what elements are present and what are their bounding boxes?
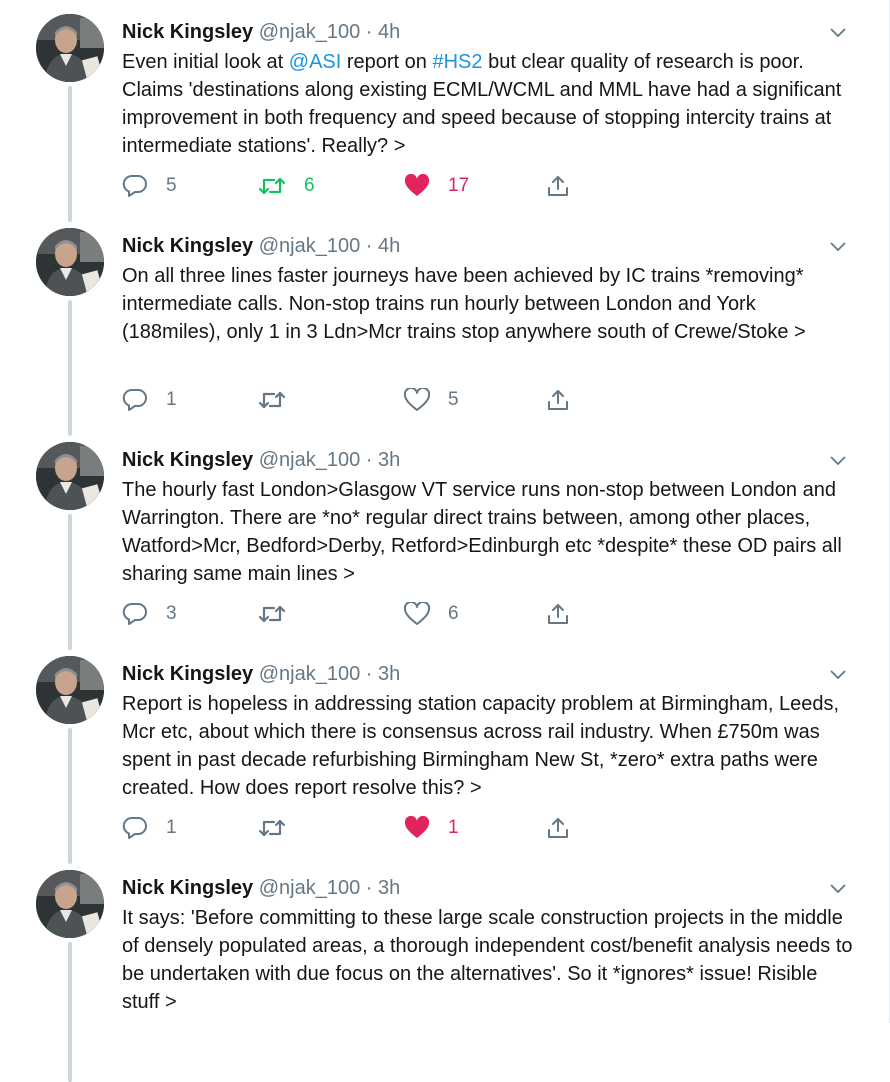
reply-count: 3 [166,603,177,624]
hashtag-link[interactable]: #HS2 [432,51,483,73]
tweet-text: It says: 'Before committing to these large scale construction projects in the middle of densely populated areas, a thorough independent cost/benefit analysis needs to be undertaken with due focus on the alternatives'. So it *ignores* issue! Risible stuff > [122,907,853,1013]
share-icon [546,602,570,626]
reply-count: 1 [166,817,177,838]
share-button[interactable] [546,172,570,200]
like-icon [404,602,430,626]
tweet-header [122,19,849,45]
thread-connector-line [68,728,72,864]
retweet-button[interactable] [258,172,315,200]
tweet[interactable] [0,856,889,1070]
tweet-header [122,875,849,901]
timestamp[interactable]: 3h [378,449,401,471]
like-count: 1 [448,817,459,838]
timestamp[interactable]: 3h [378,663,401,685]
reply-icon [122,388,148,412]
thread-connector-line [68,514,72,650]
author-name[interactable]: Nick Kingsley [122,877,254,899]
timestamp[interactable]: 4h [378,21,401,43]
separator: · [365,877,373,899]
caret-down-icon[interactable] [829,882,847,896]
retweet-button[interactable] [258,814,304,842]
retweet-icon [258,175,286,197]
separator: · [365,21,373,43]
text-segment: report on [341,51,433,73]
share-button[interactable] [546,814,570,842]
retweet-button[interactable] [258,386,304,414]
caret-down-icon[interactable] [829,668,847,682]
author-name[interactable]: Nick Kingsley [122,21,254,43]
author-name[interactable]: Nick Kingsley [122,663,254,685]
reply-button[interactable] [122,600,177,628]
reply-button[interactable] [122,814,177,842]
separator: · [365,449,373,471]
like-count: 17 [448,175,470,196]
author-handle[interactable]: @njak_100 [258,663,361,685]
author-handle[interactable]: @njak_100 [258,449,361,471]
reply-icon [122,816,148,840]
tweet-header [122,233,849,259]
reply-count: 1 [166,389,177,410]
tweet[interactable] [0,428,889,642]
tweet-text: On all three lines faster journeys have been achieved by IC trains *removing* intermediate calls. Non-stop trains run hourly between London and York (188miles), only 1 in 3 Ldn>Mcr trains stop anywhere south of Crewe/Stoke > [122,265,806,343]
reply-icon [122,174,148,198]
tweet-actions [122,172,582,200]
text-segment: Even initial look at [122,51,289,73]
tweet-text [122,48,857,160]
author-handle[interactable]: @njak_100 [258,235,361,257]
tweet-actions [122,386,582,414]
tweet-header [122,661,849,687]
timestamp[interactable]: 3h [378,877,401,899]
avatar[interactable] [36,656,104,724]
author-handle[interactable]: @njak_100 [258,21,361,43]
tweet[interactable] [0,642,889,856]
reply-count: 5 [166,175,177,196]
reply-button[interactable] [122,172,177,200]
author-name[interactable]: Nick Kingsley [122,235,254,257]
tweet-header [122,447,849,473]
retweet-count: 6 [304,175,315,196]
tweet[interactable] [0,214,889,428]
separator: · [365,663,373,685]
avatar[interactable] [36,228,104,296]
tweet-text: The hourly fast London>Glasgow VT service runs non-stop between London and Warrington. There are *no* regular direct trains between, among other places, Watford>Mcr, Bedford>Derby, Retford>Edinburgh etc *despite* these OD pairs all sharing same main lines > [122,479,842,585]
like-button[interactable] [404,814,459,842]
tweet[interactable] [0,0,889,214]
tweet-actions [122,814,582,842]
separator: · [365,235,373,257]
reply-button[interactable] [122,386,177,414]
like-button[interactable] [404,172,469,200]
avatar[interactable] [36,14,104,82]
author-handle[interactable]: @njak_100 [258,877,361,899]
reply-icon [122,602,148,626]
caret-down-icon[interactable] [829,26,847,40]
share-button[interactable] [546,600,570,628]
like-count: 6 [448,603,459,624]
thread-connector-line [68,86,72,222]
tweet-actions [122,600,582,628]
like-button[interactable] [404,386,459,414]
retweet-button[interactable] [258,600,304,628]
author-name[interactable]: Nick Kingsley [122,449,254,471]
thread-connector-line [68,942,72,1082]
retweet-icon [258,603,286,625]
timestamp[interactable]: 4h [378,235,401,257]
text-segment: but clear quality of research is poor. Claims 'destinations along existing ECML/WCML and MML have had a significant improvement in both frequency and speed because of stopping intercity trains at intermediate stations'. Really? > [122,51,842,157]
avatar[interactable] [36,442,104,510]
share-icon [546,174,570,198]
avatar[interactable] [36,870,104,938]
share-icon [546,388,570,412]
like-count: 5 [448,389,459,410]
mention-link[interactable]: @ASI [288,51,342,73]
caret-down-icon[interactable] [829,240,847,254]
share-button[interactable] [546,386,570,414]
thread-connector-line [68,300,72,436]
like-icon [404,816,430,840]
like-icon [404,388,430,412]
share-icon [546,816,570,840]
caret-down-icon[interactable] [829,454,847,468]
like-button[interactable] [404,600,459,628]
retweet-icon [258,389,286,411]
tweet-text: Report is hopeless in addressing station capacity problem at Birmingham, Leeds, Mcr etc, about which there is consensus across rail industry. When £750m was spent in past decade refurbishing Birmingham New St, *zero* extra paths were created. How does report resolve this? > [122,693,840,799]
like-icon [404,174,430,198]
retweet-icon [258,817,286,839]
